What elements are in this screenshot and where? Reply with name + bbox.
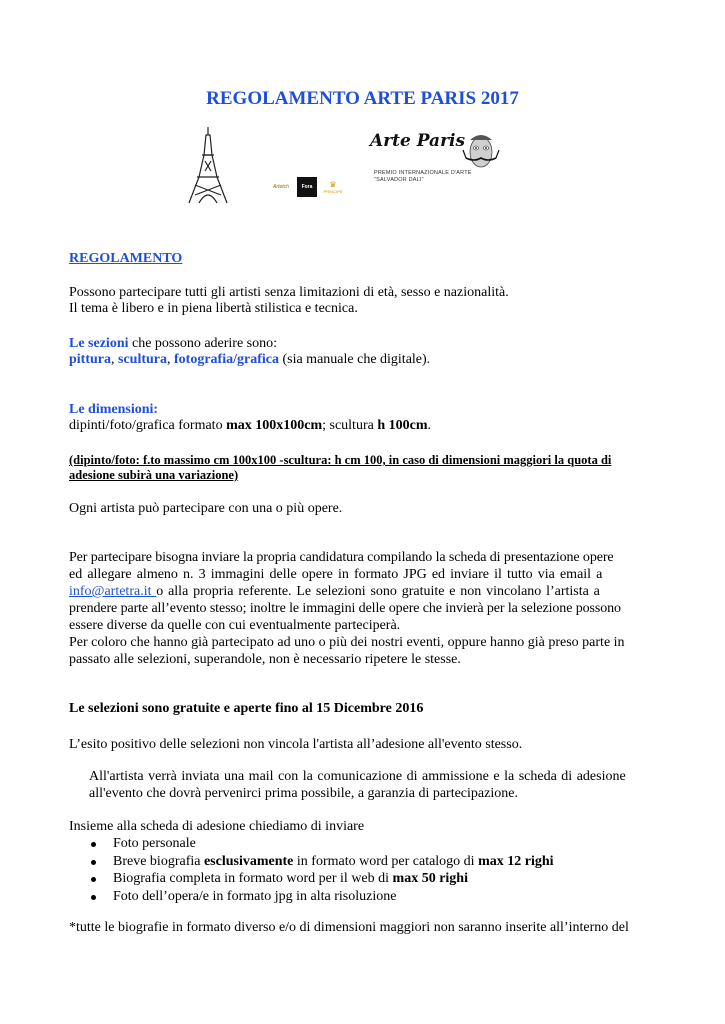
dali-portrait-icon xyxy=(462,128,500,178)
artetch-logo: Artetch xyxy=(268,177,294,197)
scultura-label: scultura xyxy=(118,352,167,367)
eiffel-tower-icon xyxy=(183,125,233,205)
esito-line: L’esito positivo delle selezioni non vincola l'artista all’adesione all'evento stesso. xyxy=(69,737,523,752)
partecipare-line-7: passato alle selezioni, superandole, non è necessario ripetere le stesse. xyxy=(69,652,461,667)
arte-paris-script: Arte Paris xyxy=(370,131,466,151)
note-line-1: (dipinto/foto: f.to massimo cm 100x100 -scultura: h cm 100, in caso di dimensioni maggiori la quota di xyxy=(69,453,612,467)
principe-logo: ♛ PRINCIPE xyxy=(323,179,343,194)
sezioni-list: pittura, scultura, fotografia/grafica (sia manuale che digitale). xyxy=(69,352,431,367)
arte-paris-logo xyxy=(370,128,500,194)
partecipare-line-2: ed allegare almeno n. 3 immagini delle opere in formato JPG ed inviare il tutto via email a xyxy=(69,567,603,582)
opere-line: Ogni artista può partecipare con una o più opere. xyxy=(69,501,343,516)
mail-line-1: All'artista verrà inviata una mail con la comunicazione di ammissione e la scheda di adesione xyxy=(89,769,626,784)
list-item: Biografia completa in formato word per il web di max 50 righi xyxy=(89,870,554,888)
sponsor-logos xyxy=(268,177,346,197)
sezioni-line: Le sezioni che possono aderire sono: xyxy=(69,336,278,351)
requirements-list xyxy=(89,835,554,905)
list-item: Foto dell’opera/e in formato jpg in alta risoluzione xyxy=(89,888,554,906)
partecipare-line-5: essere diverse da quelle con cui eventualmente parteciperà. xyxy=(69,618,401,633)
list-item: Breve biografia esclusivamente in formato word per catalogo di max 12 righi xyxy=(89,853,554,871)
mail-line-2: all'evento che dovrà pervenirci prima possibile, a garanzia di partecipazione. xyxy=(89,786,518,801)
list-item: Foto personale xyxy=(89,835,554,853)
footnote-line: *tutte le biografie in formato diverso e/o di dimensioni maggiori non saranno inserite all’interno del xyxy=(69,920,629,935)
arte-paris-subtitle: PREMIO INTERNAZIONALE D'ARTE "SALVADOR DALI" xyxy=(374,170,472,183)
dimensioni-label: Le dimensioni: xyxy=(69,402,159,417)
partecipare-line-3: info@artetra.it o alla propria referente. Le selezioni sono gratuite e non vincolano l’artista a xyxy=(69,584,600,599)
partecipare-line-6: Per coloro che hanno già partecipato ad uno o più dei nostri eventi, oppure hanno già preso parte in xyxy=(69,635,625,650)
section-heading: REGOLAMENTO xyxy=(69,251,183,266)
email-link[interactable]: info@artetra.it xyxy=(69,584,157,599)
fora-logo: Fora xyxy=(297,177,317,197)
intro-line-2: Il tema è libero e in piena libertà stilistica e tecnica. xyxy=(69,301,358,316)
note-line-2: adesione subirà una variazione) xyxy=(69,468,239,482)
sezioni-label: Le sezioni xyxy=(69,336,129,351)
document-title: REGOLAMENTO ARTE PARIS 2017 xyxy=(206,88,519,109)
selezioni-heading: Le selezioni sono gratuite e aperte fino al 15 Dicembre 2016 xyxy=(69,701,424,716)
partecipare-line-1: Per partecipare bisogna inviare la propria candidatura compilando la scheda di presentazione opere xyxy=(69,550,614,565)
crown-icon: ♛ xyxy=(329,179,337,189)
pittura-label: pittura xyxy=(69,352,111,367)
logo-strip xyxy=(0,120,725,210)
intro-line-1: Possono partecipare tutti gli artisti senza limitazioni di età, sesso e nazionalità. xyxy=(69,285,509,300)
dimensioni-line: dipinti/foto/grafica formato max 100x100cm; scultura h 100cm. xyxy=(69,418,431,433)
insieme-line: Insieme alla scheda di adesione chiediamo di inviare xyxy=(69,819,365,834)
partecipare-line-4: prendere parte all’evento stesso; inoltre le immagini delle opere che invierà per la selezione possono xyxy=(69,601,621,616)
fotografia-label: fotografia/grafica xyxy=(174,352,279,367)
